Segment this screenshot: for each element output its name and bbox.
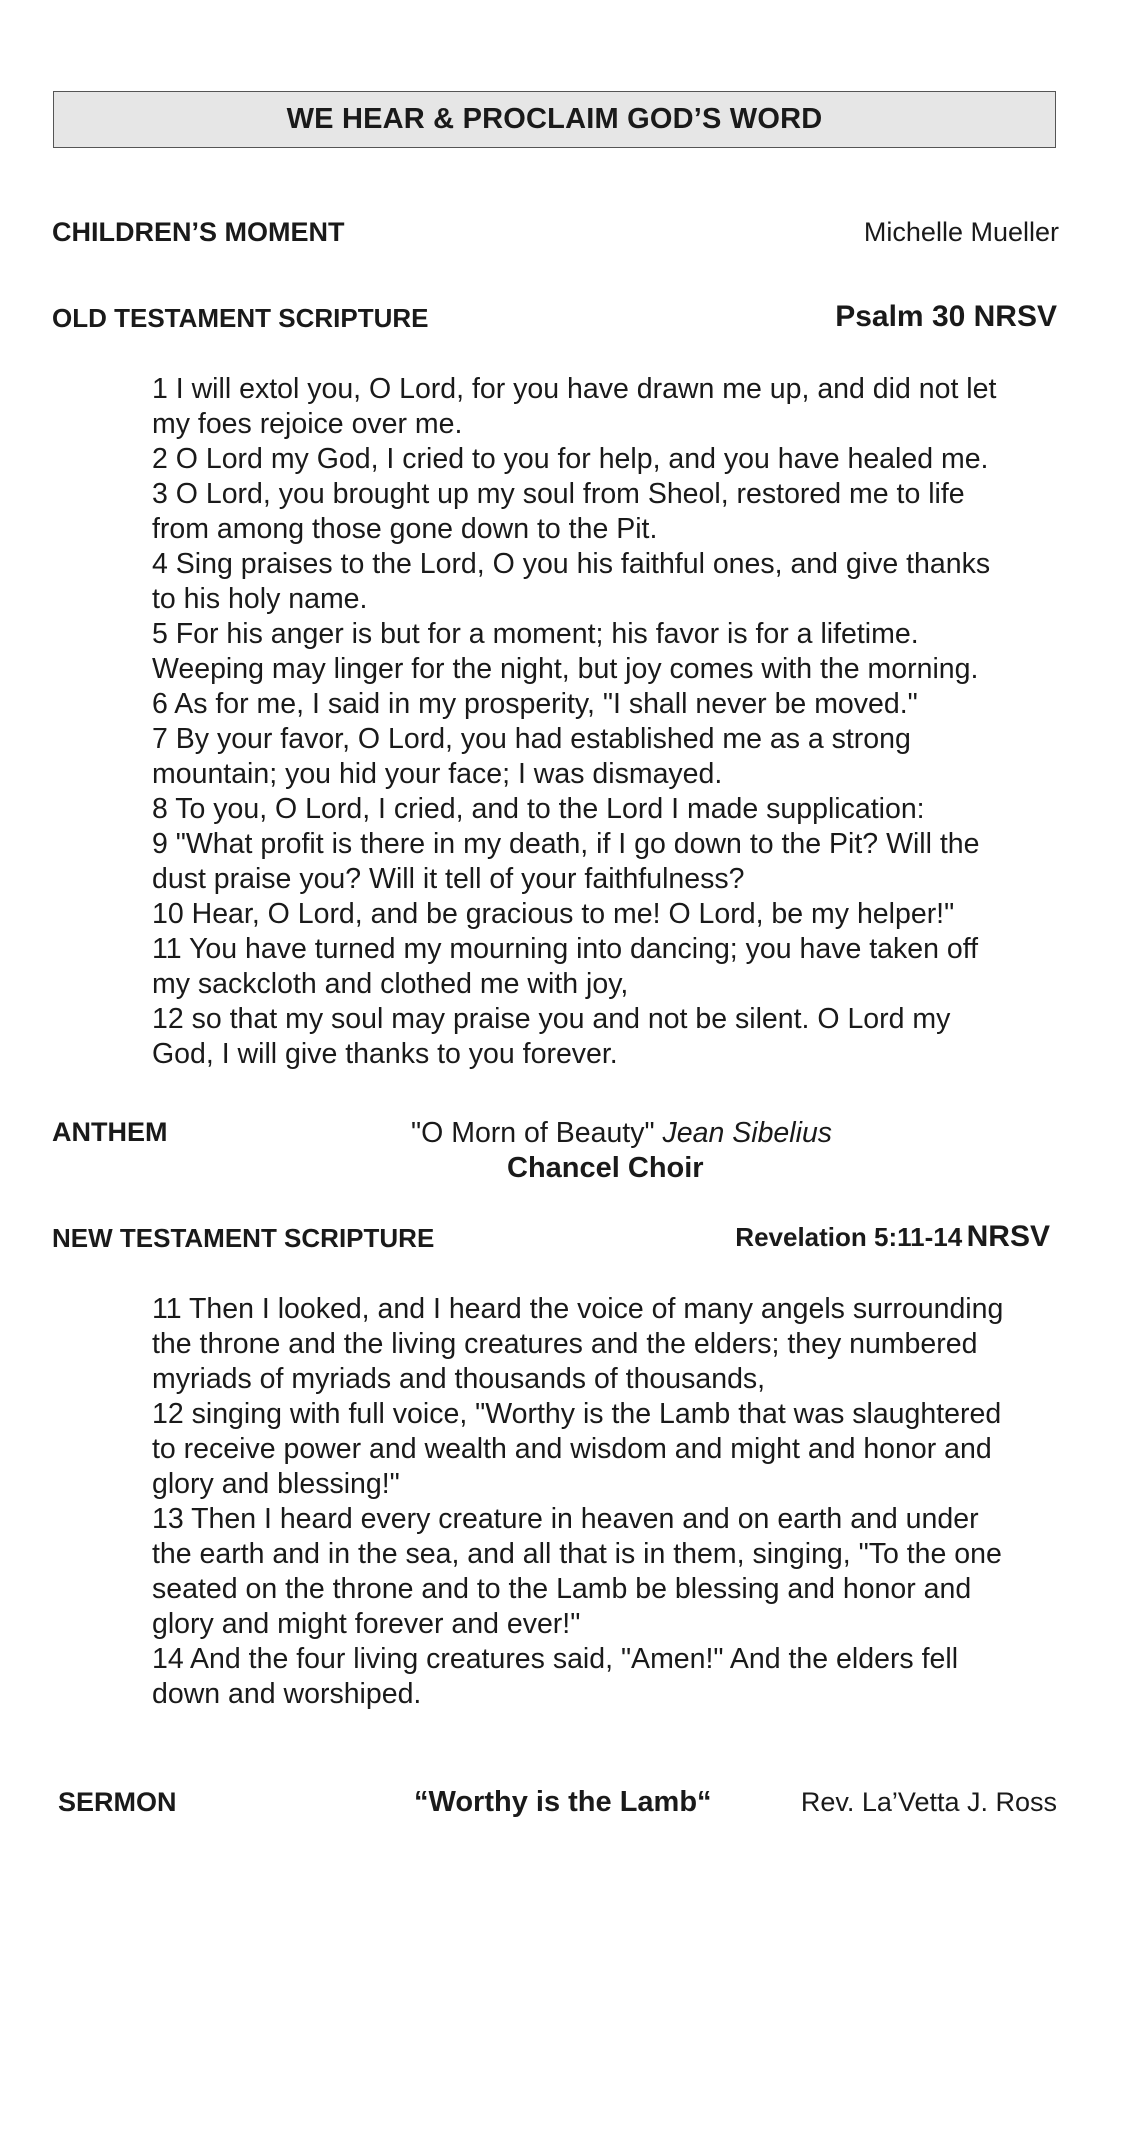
verse-line: 2 O Lord my God, I cried to you for help, and you have healed me.	[152, 443, 989, 475]
sermon-title: “Worthy is the Lamb“	[414, 1786, 712, 1818]
anthem-performer: Chancel Choir	[507, 1152, 704, 1184]
verse-line: down and worshiped.	[152, 1678, 422, 1710]
anthem-label: ANTHEM	[52, 1117, 168, 1147]
verse-line: God, I will give thanks to you forever.	[152, 1038, 618, 1070]
verse-line: glory and might forever and ever!"	[152, 1608, 581, 1640]
verse-line: my sackcloth and clothed me with joy,	[152, 968, 629, 1000]
old-testament-label: OLD TESTAMENT SCRIPTURE	[52, 303, 429, 333]
verse-line: 6 As for me, I said in my prosperity, "I shall never be moved."	[152, 688, 918, 720]
verse-line: dust praise you? Will it tell of your faithfulness?	[152, 863, 745, 895]
verse-line: 8 To you, O Lord, I cried, and to the Lord I made supplication:	[152, 793, 925, 825]
new-testament-label: NEW TESTAMENT SCRIPTURE	[52, 1223, 435, 1253]
verse-line: 14 And the four living creatures said, "Amen!" And the elders fell	[152, 1643, 959, 1675]
verse-line: 11 Then I looked, and I heard the voice of many angels surrounding	[152, 1293, 1004, 1325]
childrens-moment-leader: Michelle Mueller	[863, 217, 1059, 247]
verse-line: 9 "What profit is there in my death, if I go down to the Pit? Will the	[152, 828, 980, 860]
anthem-composer: Jean Sibelius	[662, 1117, 833, 1149]
verse-line: 5 For his anger is but for a moment; his favor is for a lifetime.	[152, 618, 919, 650]
verse-line: mountain; you hid your face; I was dismayed.	[152, 758, 723, 790]
childrens-moment-label: CHILDREN’S MOMENT	[52, 217, 345, 247]
verse-line: myriads of myriads and thousands of thousands,	[152, 1363, 766, 1395]
new-testament-version: NRSV	[966, 1220, 1050, 1253]
verse-line: to receive power and wealth and wisdom and might and honor and	[152, 1433, 992, 1465]
verse-line: to his holy name.	[152, 583, 368, 615]
anthem-title-line	[411, 1117, 832, 1150]
verse-line: 1 I will extol you, O Lord, for you have drawn me up, and did not let	[152, 373, 997, 405]
verse-line: glory and blessing!"	[152, 1468, 400, 1500]
new-testament-reference: Revelation 5:11-14	[735, 1222, 963, 1252]
verse-line: 11 You have turned my mourning into dancing; you have taken off	[152, 933, 979, 965]
verse-line: from among those gone down to the Pit.	[152, 513, 658, 545]
sermon-label: SERMON	[58, 1787, 177, 1817]
anthem-title: "O Morn of Beauty"	[411, 1117, 655, 1149]
verse-line: the earth and in the sea, and all that is in them, singing, "To the one	[152, 1538, 1002, 1570]
new-testament-text	[152, 1292, 1059, 1712]
verse-line: 10 Hear, O Lord, and be gracious to me! O Lord, be my helper!"	[152, 898, 955, 930]
verse-line: the throne and the living creatures and the elders; they numbered	[152, 1328, 978, 1360]
verse-line: 4 Sing praises to the Lord, O you his faithful ones, and give thanks	[152, 548, 991, 580]
verse-line: 13 Then I heard every creature in heaven and on earth and under	[152, 1503, 979, 1535]
new-testament-reference-line	[735, 1220, 1050, 1254]
old-testament-reference: Psalm 30 NRSV	[835, 300, 1057, 333]
verse-line: 12 so that my soul may praise you and not be silent. O Lord my	[152, 1003, 951, 1035]
old-testament-text	[152, 372, 1059, 1072]
sermon-preacher: Rev. La’Vetta J. Ross	[800, 1787, 1057, 1817]
section-banner: WE HEAR & PROCLAIM GOD’S WORD	[53, 91, 1056, 148]
verse-line: my foes rejoice over me.	[152, 408, 463, 440]
verse-line: 7 By your favor, O Lord, you had established me as a strong	[152, 723, 911, 755]
verse-line: 3 O Lord, you brought up my soul from Sheol, restored me to life	[152, 478, 965, 510]
verse-line: Weeping may linger for the night, but joy comes with the morning.	[152, 653, 979, 685]
verse-line: 12 singing with full voice, "Worthy is the Lamb that was slaughtered	[152, 1398, 1002, 1430]
verse-line: seated on the throne and to the Lamb be blessing and honor and	[152, 1573, 972, 1605]
